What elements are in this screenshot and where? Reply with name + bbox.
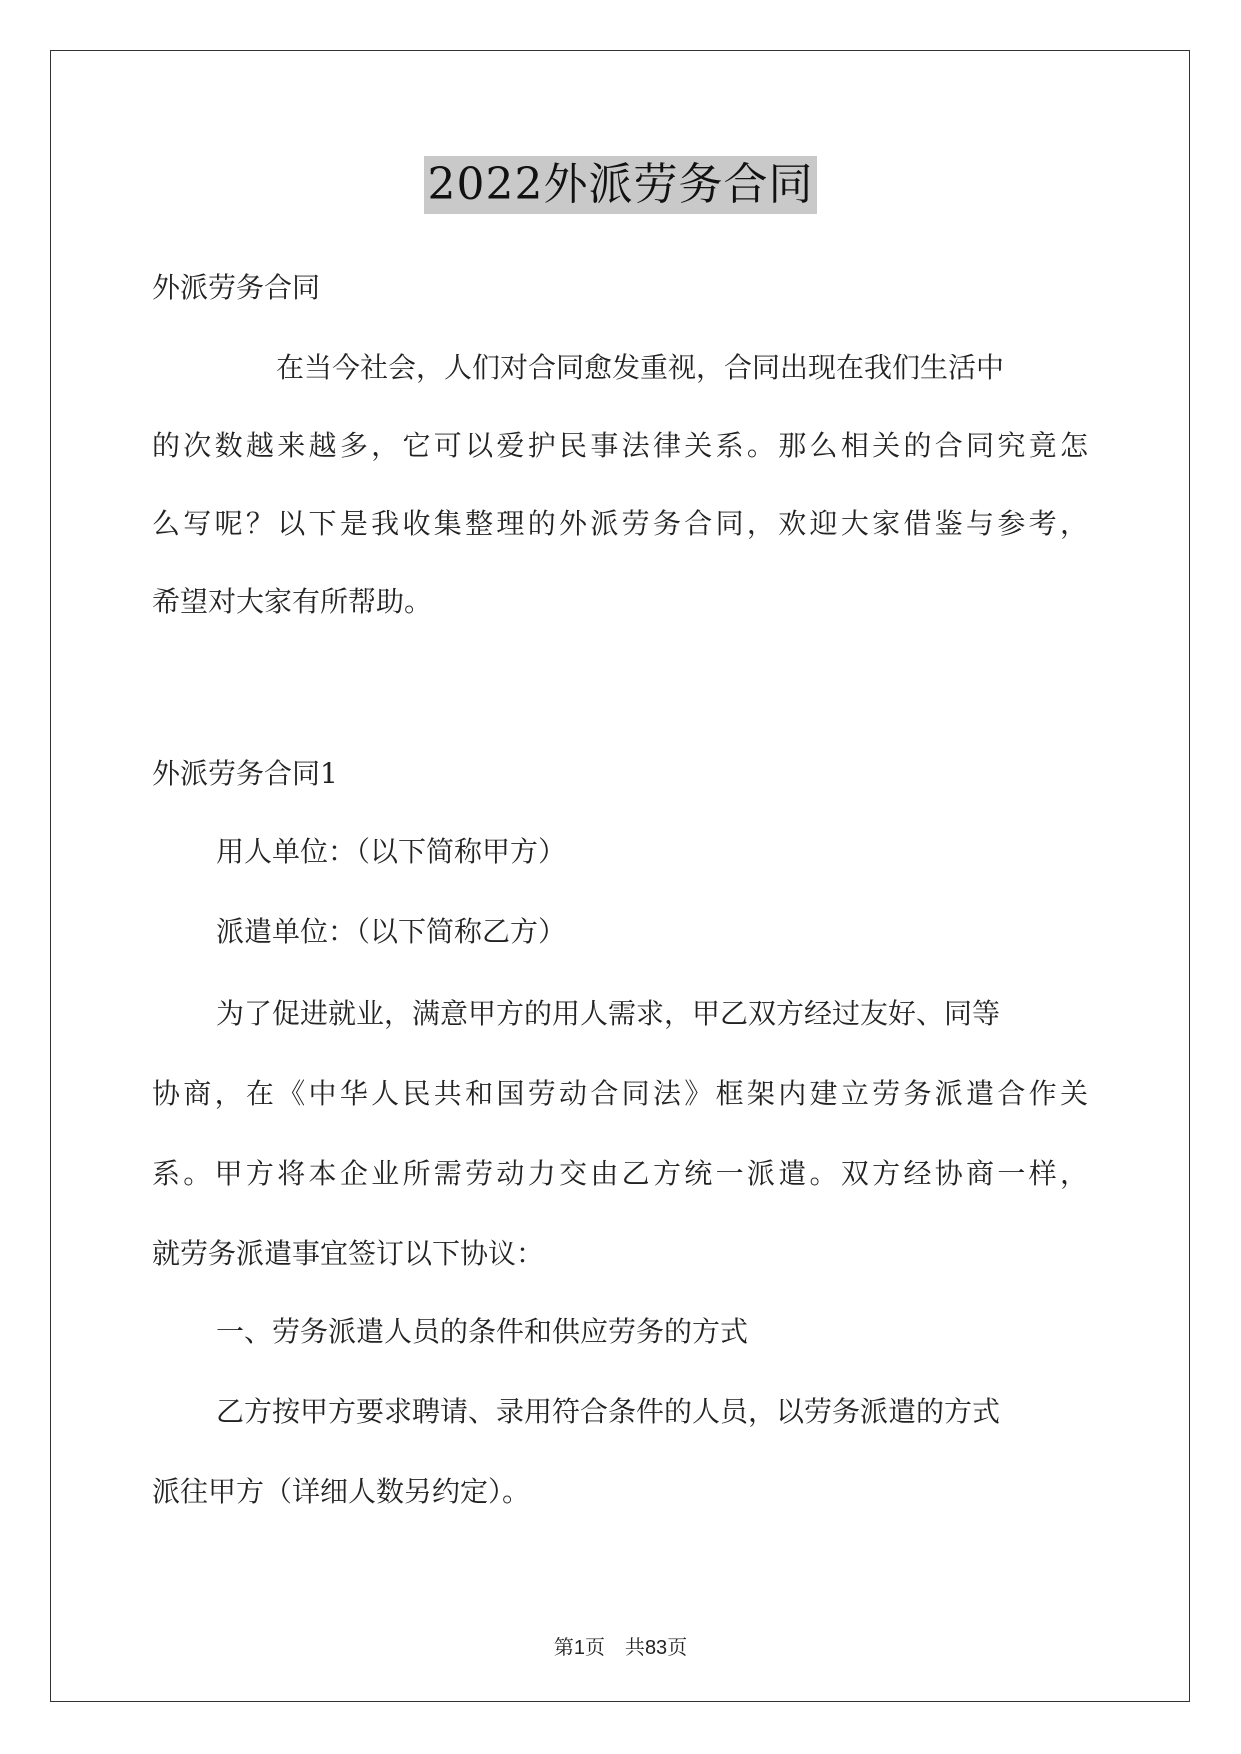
section-heading: 外派劳务合同1 bbox=[152, 757, 338, 790]
footer-middle: 页 共 bbox=[584, 1635, 645, 1659]
paragraph-line: 协商，在《中华人民共和国劳动合同法》框架内建立劳务派遣合作关 bbox=[152, 1077, 1088, 1110]
party-line: 派遣单位：（以下简称乙方） bbox=[216, 915, 567, 948]
title-container bbox=[0, 156, 1241, 214]
footer-suffix: 页 bbox=[667, 1635, 688, 1659]
paragraph-line: 的次数越来越多，它可以爱护民事法律关系。那么相关的合同究竟怎 bbox=[152, 429, 1088, 462]
section-heading: 外派劳务合同 bbox=[152, 271, 321, 304]
page-footer bbox=[0, 1634, 1241, 1661]
current-page-number: 1 bbox=[573, 1637, 585, 1659]
paragraph-line: 乙方按甲方要求聘请、录用符合条件的人员，以劳务派遣的方式 bbox=[216, 1395, 1001, 1428]
footer-prefix: 第 bbox=[553, 1635, 574, 1659]
paragraph-line: 就劳务派遣事宜签订以下协议： bbox=[152, 1237, 545, 1270]
paragraph-line: 为了促进就业，满意甲方的用人需求，甲乙双方经过友好、同等 bbox=[216, 997, 1001, 1030]
document-title: 2022外派劳务合同 bbox=[424, 156, 818, 214]
paragraph-line: 希望对大家有所帮助。 bbox=[152, 585, 433, 618]
paragraph-line: 么写呢？以下是我收集整理的外派劳务合同，欢迎大家借鉴与参考， bbox=[152, 507, 1088, 540]
paragraph-line: 派往甲方（详细人数另约定）。 bbox=[152, 1475, 531, 1508]
clause-heading: 一、劳务派遣人员的条件和供应劳务的方式 bbox=[216, 1315, 749, 1348]
paragraph-line: 系。甲方将本企业所需劳动力交由乙方统一派遣。双方经协商一样， bbox=[152, 1157, 1088, 1190]
party-line: 用人单位：（以下简称甲方） bbox=[216, 835, 567, 868]
paragraph-line: 在当今社会，人们对合同愈发重视，合同出现在我们生活中 bbox=[276, 351, 1005, 384]
total-pages-number: 83 bbox=[644, 1637, 668, 1659]
